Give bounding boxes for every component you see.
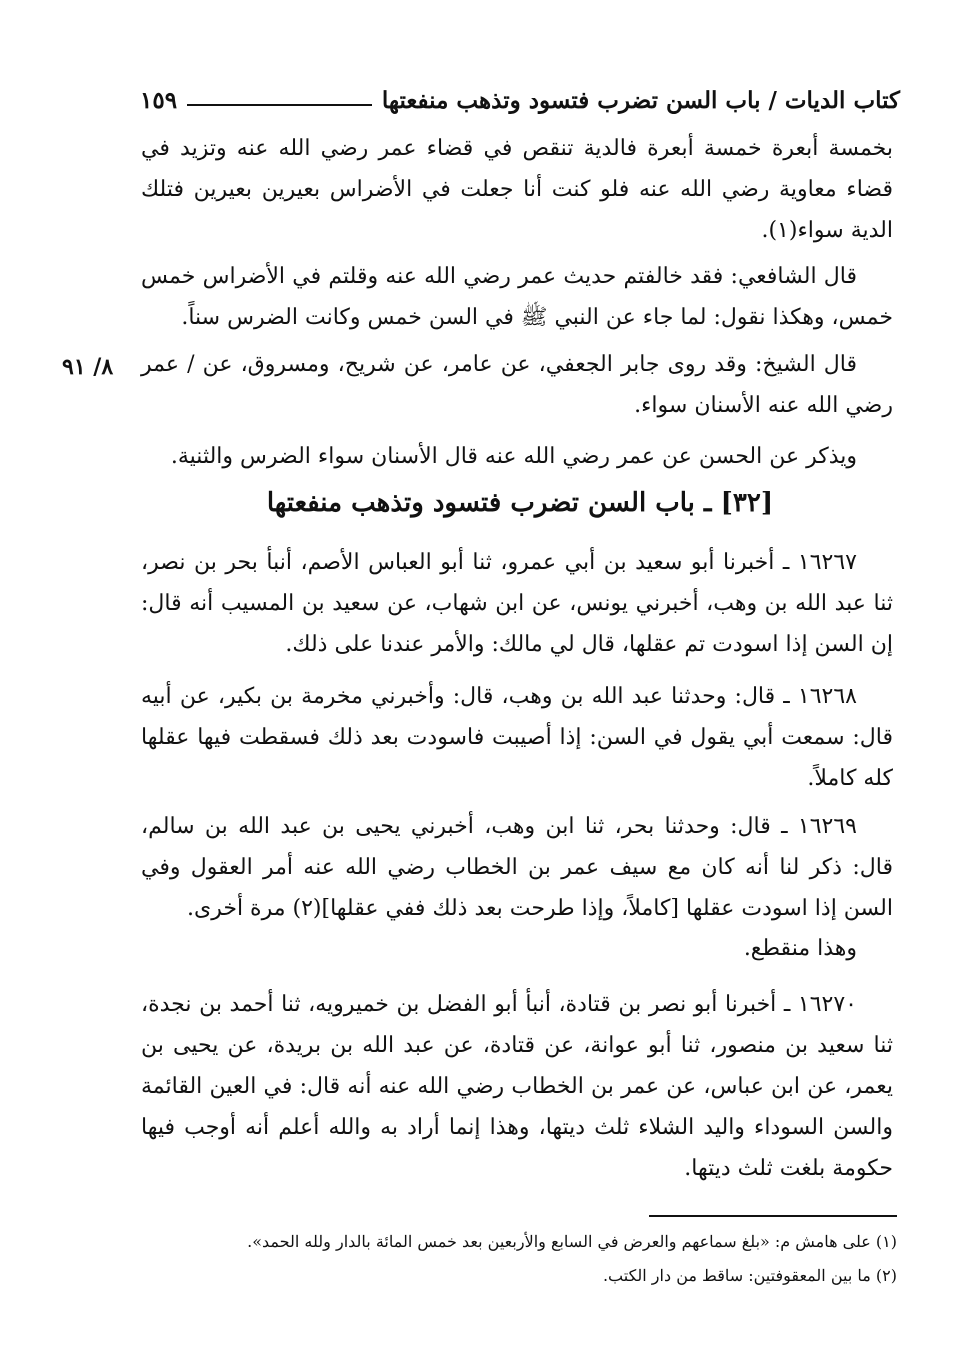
margin-reference: ٨/ ٩١ [62,354,114,380]
paragraph-3: قال الشيخ: وقد روى جابر الجعفي، عن عامر، عن شريح، ومسروق، عن / عمر رضي الله عنه الأسنان سواء. [141,352,893,418]
hadith-16267: ١٦٢٦٧ ـ أخبرنا أبو سعيد بن أبي عمرو، ثنا أبو العباس الأصم، أنبأ بحر بن نصر، ثنا عبد الله بن وهب، أخبرني يونس، عن ابن شهاب، عن سعيد بن المسيب أنه قال: إن السن إذا اسودت تم عقلها، قال لي مالك: والأمر عندنا على ذلك. [141,550,893,657]
footnote-1: (١) على هامش م: «بلغ سماعهم والعرض في السابع والأربعين بعد خمس المائة بالدار ولله الحمد». [247,1232,897,1251]
hadith-16270: ١٦٢٧٠ ـ أخبرنا أبو نصر بن قتادة، أنبأ أبو الفضل بن خميرويه، ثنا أحمد بن نجدة، ثنا سعيد بن منصور، ثنا أبو عوانة، عن قتادة، عن عبد الله بن بريدة، عن يحيى بن يعمر، عن ابن عباس، عن عمر بن الخطاب رضي الله عنه أنه قال: في العين القائمة والسن السوداء واليد الشلاء ثلث ديتها، وهذا إنما أراد به والله أعلم أنه أوجب فيها حكومة بلغت ثلث ديتها. [141,992,893,1181]
running-header [140,74,900,114]
hadith-note: وهذا منقطع. [743,936,857,961]
hadith-16269: ١٦٢٦٩ ـ قال: وحدثنا بحر، ثنا ابن وهب، أخبرني يحيى بن عبد الله بن سالم، قال: ذكر لنا أنه كان مع سيف عمر بن الخطاب رضي الله عنه أمر العقول وفي السن إذا اسودت عقلها [كاملاً، وإذا طرحت بعد ذلك ففي عقلها](٢) مرة أخرى. [141,814,893,921]
header-rule [187,104,372,106]
header-title: كتاب الديات / باب السن تضرب فتسود وتذهب منفعتها [381,87,900,114]
hadith-16268: ١٦٢٦٨ ـ قال: وحدثنا عبد الله بن وهب، قال: وأخبرني مخرمة بن بكير، عن أبيه قال: سمعت أبي يقول في السن: إذا أصيبت فاسودت بعد ذلك فسقطت فيها عقلها كله كاملاً. [141,684,893,791]
paragraph-1: بخمسة أبعرة خمسة أبعرة فالدية تنقص في قضاء عمر رضي الله عنه وتزيد في قضاء معاوية رضي الله عنه فلو كنت أنا جعلت في الأضراس بعيرين بعيرين فتلك الدية سواء(١). [141,136,893,243]
paragraph-2: قال الشافعي: فقد خالفتم حديث عمر رضي الله عنه وقلتم في الأضراس خمس خمس، وهكذا نقول: لما جاء عن النبي ﷺ في السن خمس وكانت الضرس سناً. [141,264,893,330]
footnote-2: (٢) ما بين المعقوفتين: ساقط من دار الكتب. [602,1266,897,1285]
paragraph-4: ويذكر عن الحسن عن عمر رضي الله عنه قال الأسنان سواء الضرس والثنية. [170,444,857,469]
footnote-rule [649,1215,897,1217]
section-heading: [٣٢] ـ باب السن تضرب فتسود وتذهب منفعتها [266,488,774,518]
page-number: ١٥٩ [140,87,178,114]
